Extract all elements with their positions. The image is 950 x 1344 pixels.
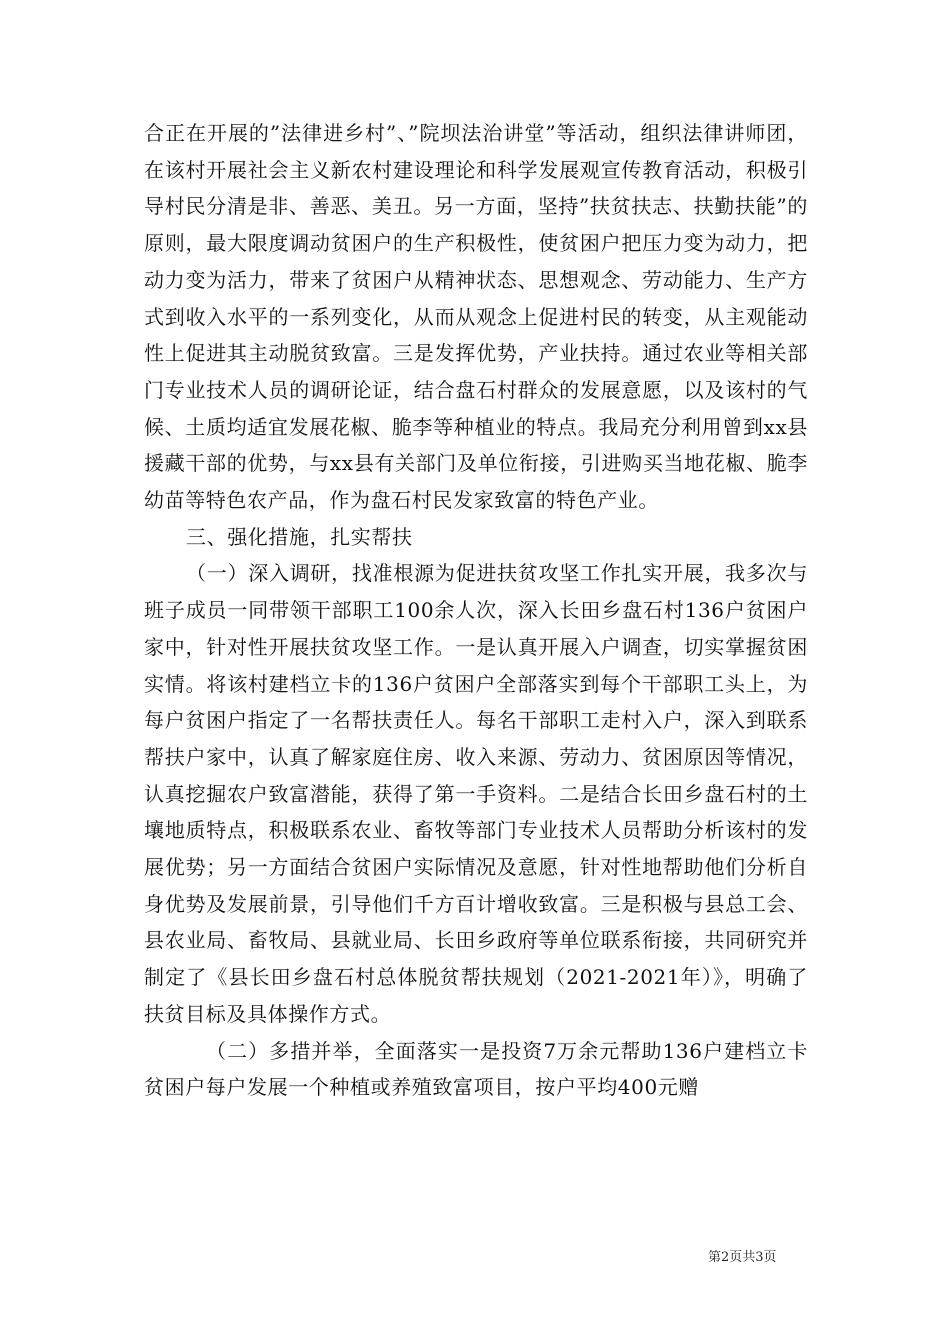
- paragraph-subsection-2: （二）多措并举，全面落实一是投资7万余元帮助136户建档立卡贫困户每户发展一个种植或养殖致富项目，按户平均400元赠: [144, 1038, 808, 1100]
- paragraph-subsection-1: （一）深入调研，找准根源为促进扶贫攻坚工作扎实开展，我多次与班子成员一同带领干部职工100余人次，深入长田乡盘石村136户贫困户家中，针对性开展扶贫攻坚工作。一是认真开展入户调查，切实掌握贫困实情。将该村建档立卡的136户贫困户全部落实到每个干部职工头上，为每户贫困户指定了一名帮扶责任人。每名干部职工走村入户，深入到联系帮扶户家中，认真了解家庭住房、收入来源、劳动力、贫困原因等情况，认真挖掘农户致富潜能，获得了第一手资料。二是结合长田乡盘石村的土壤地质特点，积极联系农业、畜牧等部门专业技术人员帮助分析该村的发展优势；另一方面结合贫困户实际情况及意愿，针对性地帮助他们分析自身优势及发展前景，引导他们千方百计增收致富。三是积极与县总工会、县农业局、畜牧局、县就业局、长田乡政府等单位联系衔接，共同研究并制定了《县长田乡盘石村总体脱贫帮扶规划（2021-2021年）》，明确了扶贫目标及具体操作方式。: [144, 561, 808, 1026]
- page-number-footer: 第2页共3页: [708, 1250, 777, 1265]
- document-body: [144, 115, 808, 1106]
- section-heading: 三、强化措施，扎实帮扶: [186, 524, 413, 549]
- paragraph-continuation: 合正在开展的”法律进乡村”、”院坝法治讲堂”等活动，组织法律讲师团，在该村开展社会主义新农村建设理论和科学发展观宣传教育活动，积极引导村民分清是非、善恶、美丑。另一方面，坚持”扶贫扶志、扶勤扶能”的原则，最大限度调动贫困户的生产积极性，使贫困户把压力变为动力，把动力变为活力，带来了贫困户从精神状态、思想观念、劳动能力、生产方式到收入水平的一系列变化，从而从观念上促进村民的转变，从主观能动性上促进其主动脱贫致富。三是发挥优势，产业扶持。通过农业等相关部门专业技术人员的调研论证，结合盘石村群众的发展意愿，以及该村的气候、土质均适宜发展花椒、脆李等种植业的特点。我局充分利用曾到xx县援藏干部的优势，与xx县有关部门及单位衔接，引进购买当地花椒、脆李幼苗等特色农产品，作为盘石村民发家致富的特色产业。: [144, 121, 808, 513]
